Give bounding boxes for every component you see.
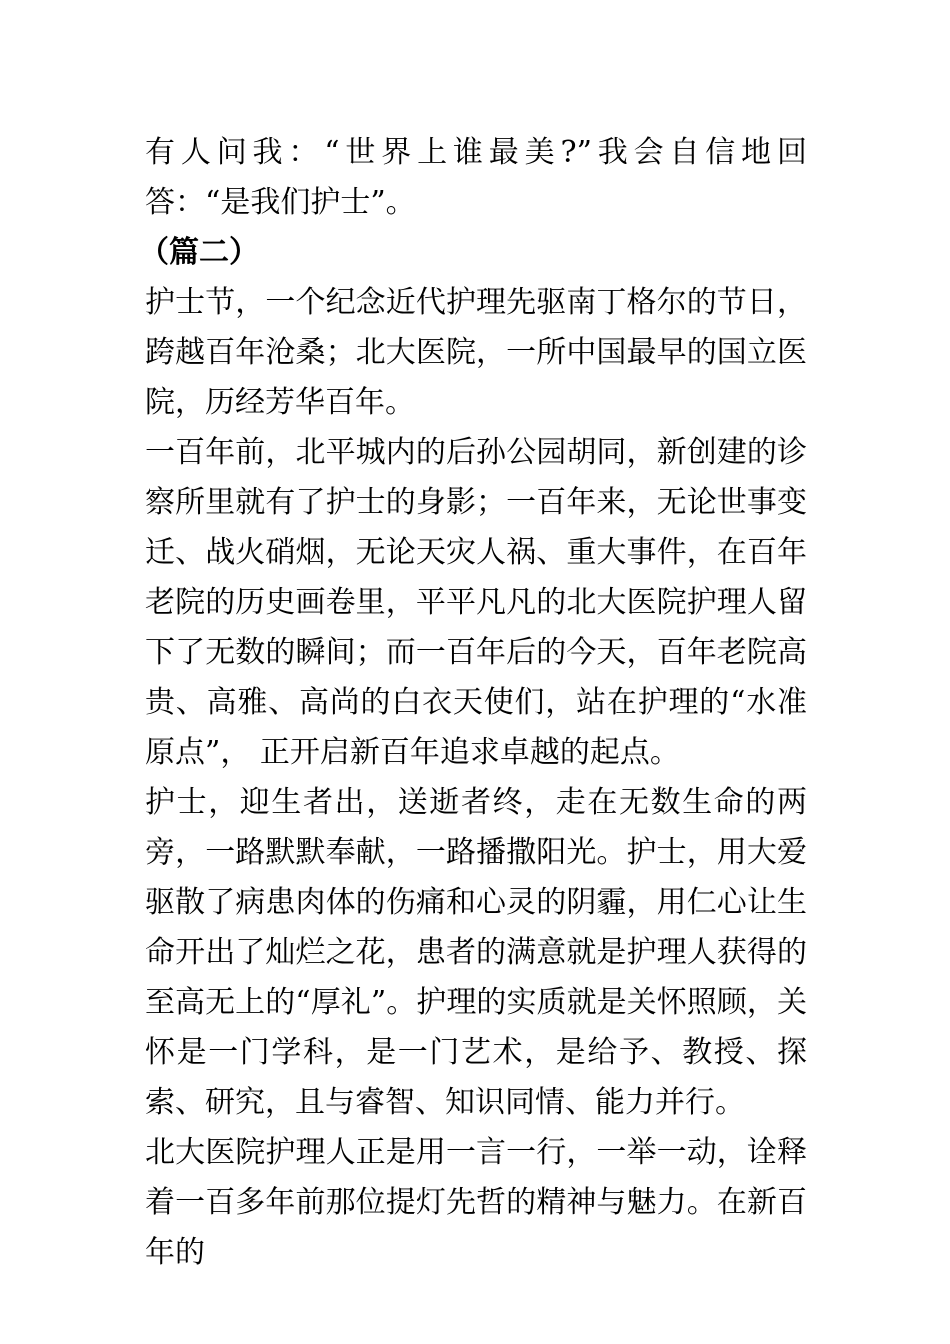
paragraph-history: 一百年前，北平城内的后孙公园胡同，新创建的诊察所里就有了护士的身影；一百年来，无论世事变迁、战火硝烟，无论天灾人祸、重大事件，在百年老院的历史画卷里，平平凡凡的北大医院护理人留下了无数的瞬间；而一百年后的今天，百年老院高贵、高雅、高尚的白衣天使们，站在护理的“水准原点”， 正开启新百年追求卓越的起点。 bbox=[145, 435, 807, 770]
section-heading: （篇二） bbox=[139, 235, 259, 270]
paragraph-intro-end: 有人问我：“世界上谁最美?”我会自信地回答：“是我们护士”。 bbox=[145, 135, 807, 220]
document-page bbox=[139, 128, 807, 1278]
paragraph-nurses-day: 护士节，一个纪念近代护理先驱南丁格尔的节日，跨越百年沧桑；北大医院，一所中国最早的国立医院，历经芳华百年。 bbox=[145, 285, 807, 420]
paragraph-spirit: 北大医院护理人正是用一言一行，一举一动，诠释着一百多年前那位提灯先哲的精神与魅力。在新百年的 bbox=[145, 1135, 807, 1270]
paragraph-nursing-care: 护士，迎生者出，送逝者终，走在无数生命的两旁，一路默默奉献，一路播撒阳光。护士，用大爱驱散了病患肉体的伤痛和心灵的阴霾，用仁心让生命开出了灿烂之花，患者的满意就是护理人获得的至高无上的“厚礼”。护理的实质就是关怀照顾，关怀是一门学科，是一门艺术，是给予、教授、探索、研究，且与睿智、知识同情、能力并行。 bbox=[145, 785, 807, 1120]
